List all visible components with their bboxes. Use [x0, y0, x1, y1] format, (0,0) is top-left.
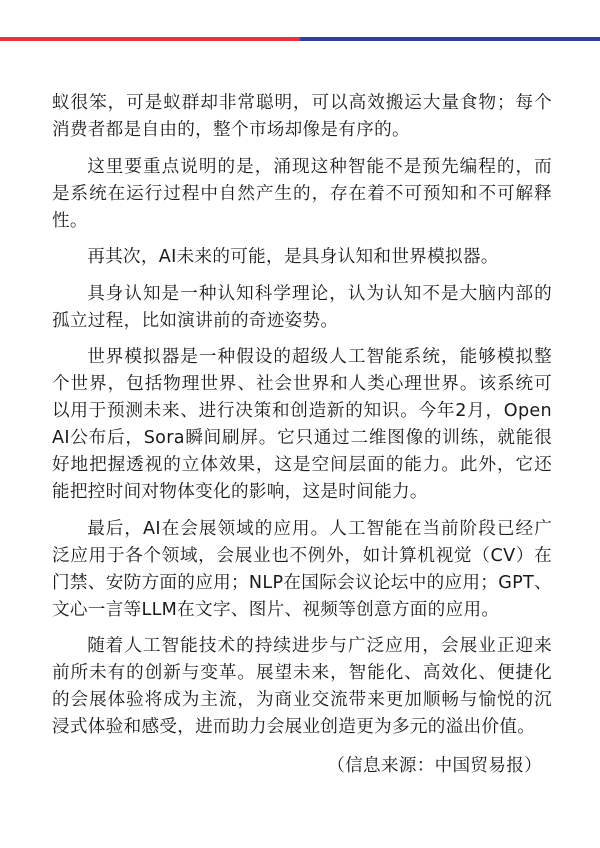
paragraph-ant-colony: 蚁很笨，可是蚁群却非常聪明，可以高效搬运大量食物；每个消费者都是自由的，整个市场却像是有序的。 — [52, 93, 552, 140]
stripe-red-segment — [0, 37, 300, 41]
paragraph-world-simulator: 世界模拟器是一种假设的超级人工智能系统，能够模拟整个世界，包括物理世界、社会世界和人类心理世界。该系统可以用于预测未来、进行决策和创造新的知识。今年2月，OpenAI公布后，Sora瞬间刷屏。它只通过二维图像的训练，就能很好地把握透视的立体效果，这是空间层面的能力。此外，它还能把控时间对物体变化的影响，这是时间能力。 — [52, 347, 552, 502]
paragraph-ai-future: 再其次，AI未来的可能，是具身认知和世界模拟器。 — [87, 247, 499, 267]
article-body — [52, 90, 552, 780]
stripe-blue-segment — [300, 37, 600, 41]
paragraph-exhibition-applications: 最后，AI在会展领域的应用。人工智能在当前阶段已经广泛应用于各个领域，会展业也不例外，如计算机视觉（CV）在门禁、安防方面的应用；NLP在国际会议论坛中的应用；GPT、文心一言等LLM在文字、图片、视频等创意方面的应用。 — [52, 518, 552, 620]
paragraph-outlook: 随着人工智能技术的持续进步与广泛应用，会展业正迎来前所未有的创新与变革。展望未来，智能化、高效化、便捷化的会展体验将成为主流，为商业交流带来更加顺畅与愉悦的沉浸式体验和感受，进而助力会展业创造更为多元的溢出价值。 — [52, 636, 552, 737]
header-color-stripe — [0, 37, 600, 41]
source-citation: （信息来源：中国贸易报） — [327, 756, 542, 776]
paragraph-embodied-cognition: 具身认知是一种认知科学理论，认为认知不是大脑内部的孤立过程，比如演讲前的奇迹姿势。 — [52, 283, 552, 331]
paragraph-emergence: 这里要重点说明的是，涌现这种智能不是预先编程的，而是系统在运行过程中自然产生的，存在着不可预知和不可解释性。 — [52, 156, 552, 231]
